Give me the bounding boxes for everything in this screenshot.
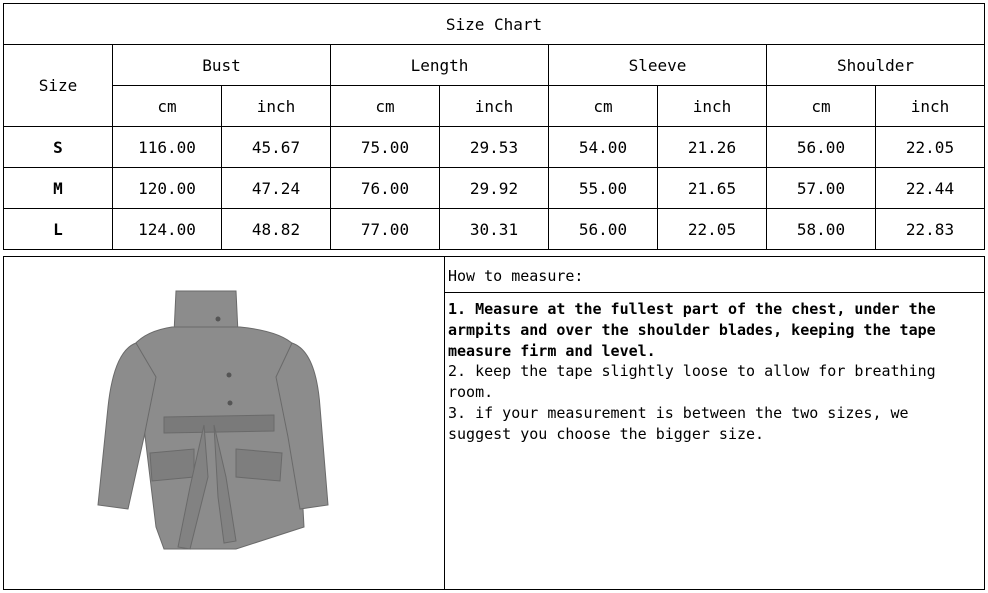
table-cell: 45.67	[222, 127, 331, 168]
product-image-cell	[4, 257, 445, 589]
size-column-header: Size	[4, 45, 113, 127]
unit-header: cm	[767, 86, 876, 127]
table-cell: 29.92	[440, 168, 549, 209]
how-to-measure-cell	[445, 257, 984, 589]
table-cell: 55.00	[549, 168, 658, 209]
table-group-header-row	[4, 45, 985, 86]
table-row	[4, 168, 985, 209]
group-header-length: Length	[331, 45, 549, 86]
size-chart-table	[3, 3, 985, 250]
table-cell: 76.00	[331, 168, 440, 209]
table-cell: 124.00	[113, 209, 222, 250]
table-cell: 47.24	[222, 168, 331, 209]
table-cell: 29.53	[440, 127, 549, 168]
unit-header: inch	[876, 86, 985, 127]
unit-header: inch	[658, 86, 767, 127]
table-row	[4, 209, 985, 250]
size-label: S	[4, 127, 113, 168]
instruction-item: 3. if your measurement is between the two sizes, we suggest you choose the bigger size.	[448, 403, 909, 443]
table-cell: 120.00	[113, 168, 222, 209]
group-header-sleeve: Sleeve	[549, 45, 767, 86]
table-cell: 54.00	[549, 127, 658, 168]
table-cell: 22.44	[876, 168, 985, 209]
table-cell: 22.05	[658, 209, 767, 250]
unit-header: inch	[222, 86, 331, 127]
instruction-list	[445, 293, 984, 445]
table-cell: 116.00	[113, 127, 222, 168]
table-cell: 21.65	[658, 168, 767, 209]
table-cell: 56.00	[549, 209, 658, 250]
table-cell: 22.83	[876, 209, 985, 250]
table-cell: 77.00	[331, 209, 440, 250]
size-label: L	[4, 209, 113, 250]
unit-header: cm	[331, 86, 440, 127]
measurement-panel	[3, 256, 985, 590]
table-cell: 57.00	[767, 168, 876, 209]
table-cell: 30.31	[440, 209, 549, 250]
table-title: Size Chart	[4, 4, 985, 45]
unit-header: cm	[113, 86, 222, 127]
table-cell: 22.05	[876, 127, 985, 168]
table-cell: 75.00	[331, 127, 440, 168]
instruction-item: 1. Measure at the fullest part of the chest, under the armpits and over the shoulder blades, keeping the tape measure firm and level.	[448, 300, 936, 360]
unit-header: cm	[549, 86, 658, 127]
table-title-row	[4, 4, 985, 45]
group-header-shoulder: Shoulder	[767, 45, 985, 86]
size-label: M	[4, 168, 113, 209]
table-cell: 48.82	[222, 209, 331, 250]
unit-header: inch	[440, 86, 549, 127]
table-cell: 58.00	[767, 209, 876, 250]
gray-belted-puffer-coat-image	[4, 257, 445, 589]
table-unit-header-row	[4, 86, 985, 127]
group-header-bust: Bust	[113, 45, 331, 86]
how-to-measure-title: How to measure:	[445, 257, 984, 293]
instruction-item: 2. keep the tape slightly loose to allow for breathing room.	[448, 362, 936, 402]
table-row	[4, 127, 985, 168]
table-cell: 56.00	[767, 127, 876, 168]
table-cell: 21.26	[658, 127, 767, 168]
